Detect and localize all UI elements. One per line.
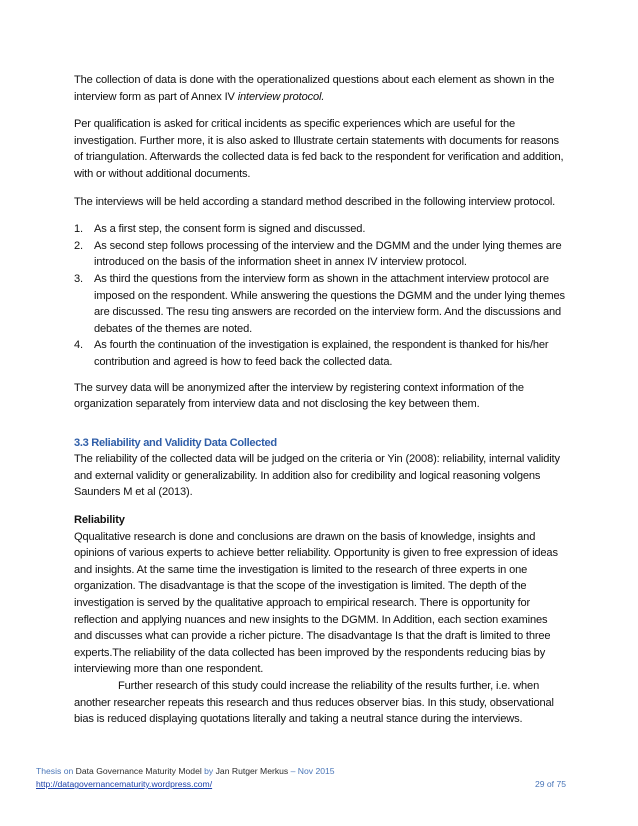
list-number: 2. [74, 239, 83, 252]
list-item [74, 337, 568, 370]
footer-title: Data Governance Maturity Model [75, 766, 202, 776]
interview-steps-list [74, 221, 568, 370]
footer-author: Jan Rutger Merkus [215, 766, 289, 776]
paragraph-anonymization: The survey data will be anonymized after the interview by registering context information of the organization separately from interview data and not disclosing the key between them. [74, 381, 524, 411]
interview-protocol-emphasis: interview protocol. [237, 90, 325, 103]
paragraph-data-collection [74, 72, 568, 105]
footer-by: by [201, 766, 216, 776]
list-item-text: As second step follows processing of the interview and the DGMM and the under lying themes are introduced on the basis of the information sheet in annex IV interview protocol. [94, 239, 562, 269]
list-item-text: As fourth the continuation of the investigation is explained, the respondent is thanked for his/her contribution and agreed is how to feed back the collected data. [94, 339, 549, 368]
paragraph-qualification: Per qualification is asked for critical incidents as specific experiences which are useful for the investigation. Further more, it is also asked to Illustrate certain statements with documents for reasons of triangulation. Afterwards the collected data is fed back to the respondent for verification and addition, with or without additional documents. [74, 118, 564, 180]
footer-thesis-label: Thesis on [36, 766, 76, 776]
page-footer [36, 765, 566, 791]
list-item-text: As third the questions from the interview form as shown in the attachment interview protocol are imposed on the respondent. While answering the questions the DGMM and the under lying themes are discussed. The resu ting answers are recorded on the interview form. And the discussions and debates of the themes are noted. [94, 272, 565, 335]
list-number: 4. [74, 339, 83, 352]
further-research-paragraph: Further research of this study could increase the reliability of the results further, i.e. when another researcher repeats this research and thus reduces observer bias. In this study, observational bias is reduced displaying quotations literally and taking a neutral stance during the interviews. [74, 680, 554, 726]
footer-citation [36, 765, 566, 778]
page-number: 29 of 75 [534, 779, 566, 789]
reliability-paragraph: Qqualitative research is done and conclusions are drawn on the basis of knowledge, insights and opinions of various experts to achieve better reliability. Opportunity is given to free expression of ideas and insights. At the same time the investigation is limited to the research of three experts in one organization. The disadvantage is that the scope of the investigation is limited. The depth of the investigation is served by the qualitative approach to empirical research. There is opportunity for reflection and applying nuances and new insights to the DGMM. In Addition, each section examines and discusses what can provide a richer picture. The disadvantage Is that the draft is limited to three experts.The reliability of the data collected has been improved by the respondents reducing bias by interviewing more than one respondent. [74, 530, 558, 676]
list-item [74, 238, 568, 271]
section-intro: The reliability of the collected data will be judged on the criteria or Yin (2008): reliability, internal validity and external validity or generalizability. In addition also for credibility and logical reasoning volgens Saunders M et al (2013). [74, 453, 560, 499]
paragraph-interview-method: The interviews will be held according a standard method described in the following interview protocol. [74, 195, 556, 208]
footer-link-row [36, 778, 566, 791]
list-item [74, 271, 568, 337]
paragraph-text: The collection of data is done with the operationalized questions about each element as shown in the interview form as part of Annex IV [74, 74, 555, 103]
list-item [74, 221, 568, 238]
list-number: 3. [74, 272, 83, 285]
footer-date: – Nov 2015 [288, 766, 335, 776]
page-body [74, 72, 568, 739]
list-item-text: As a first step, the consent form is signed and discussed. [94, 223, 366, 236]
list-number: 1. [74, 223, 83, 236]
reliability-subheading: Reliability [74, 514, 125, 527]
section-heading: 3.3 Reliability and Validity Data Collected [74, 436, 277, 449]
footer-url-link[interactable]: http://datagovernancematurity.wordpress.com/ [36, 779, 213, 789]
